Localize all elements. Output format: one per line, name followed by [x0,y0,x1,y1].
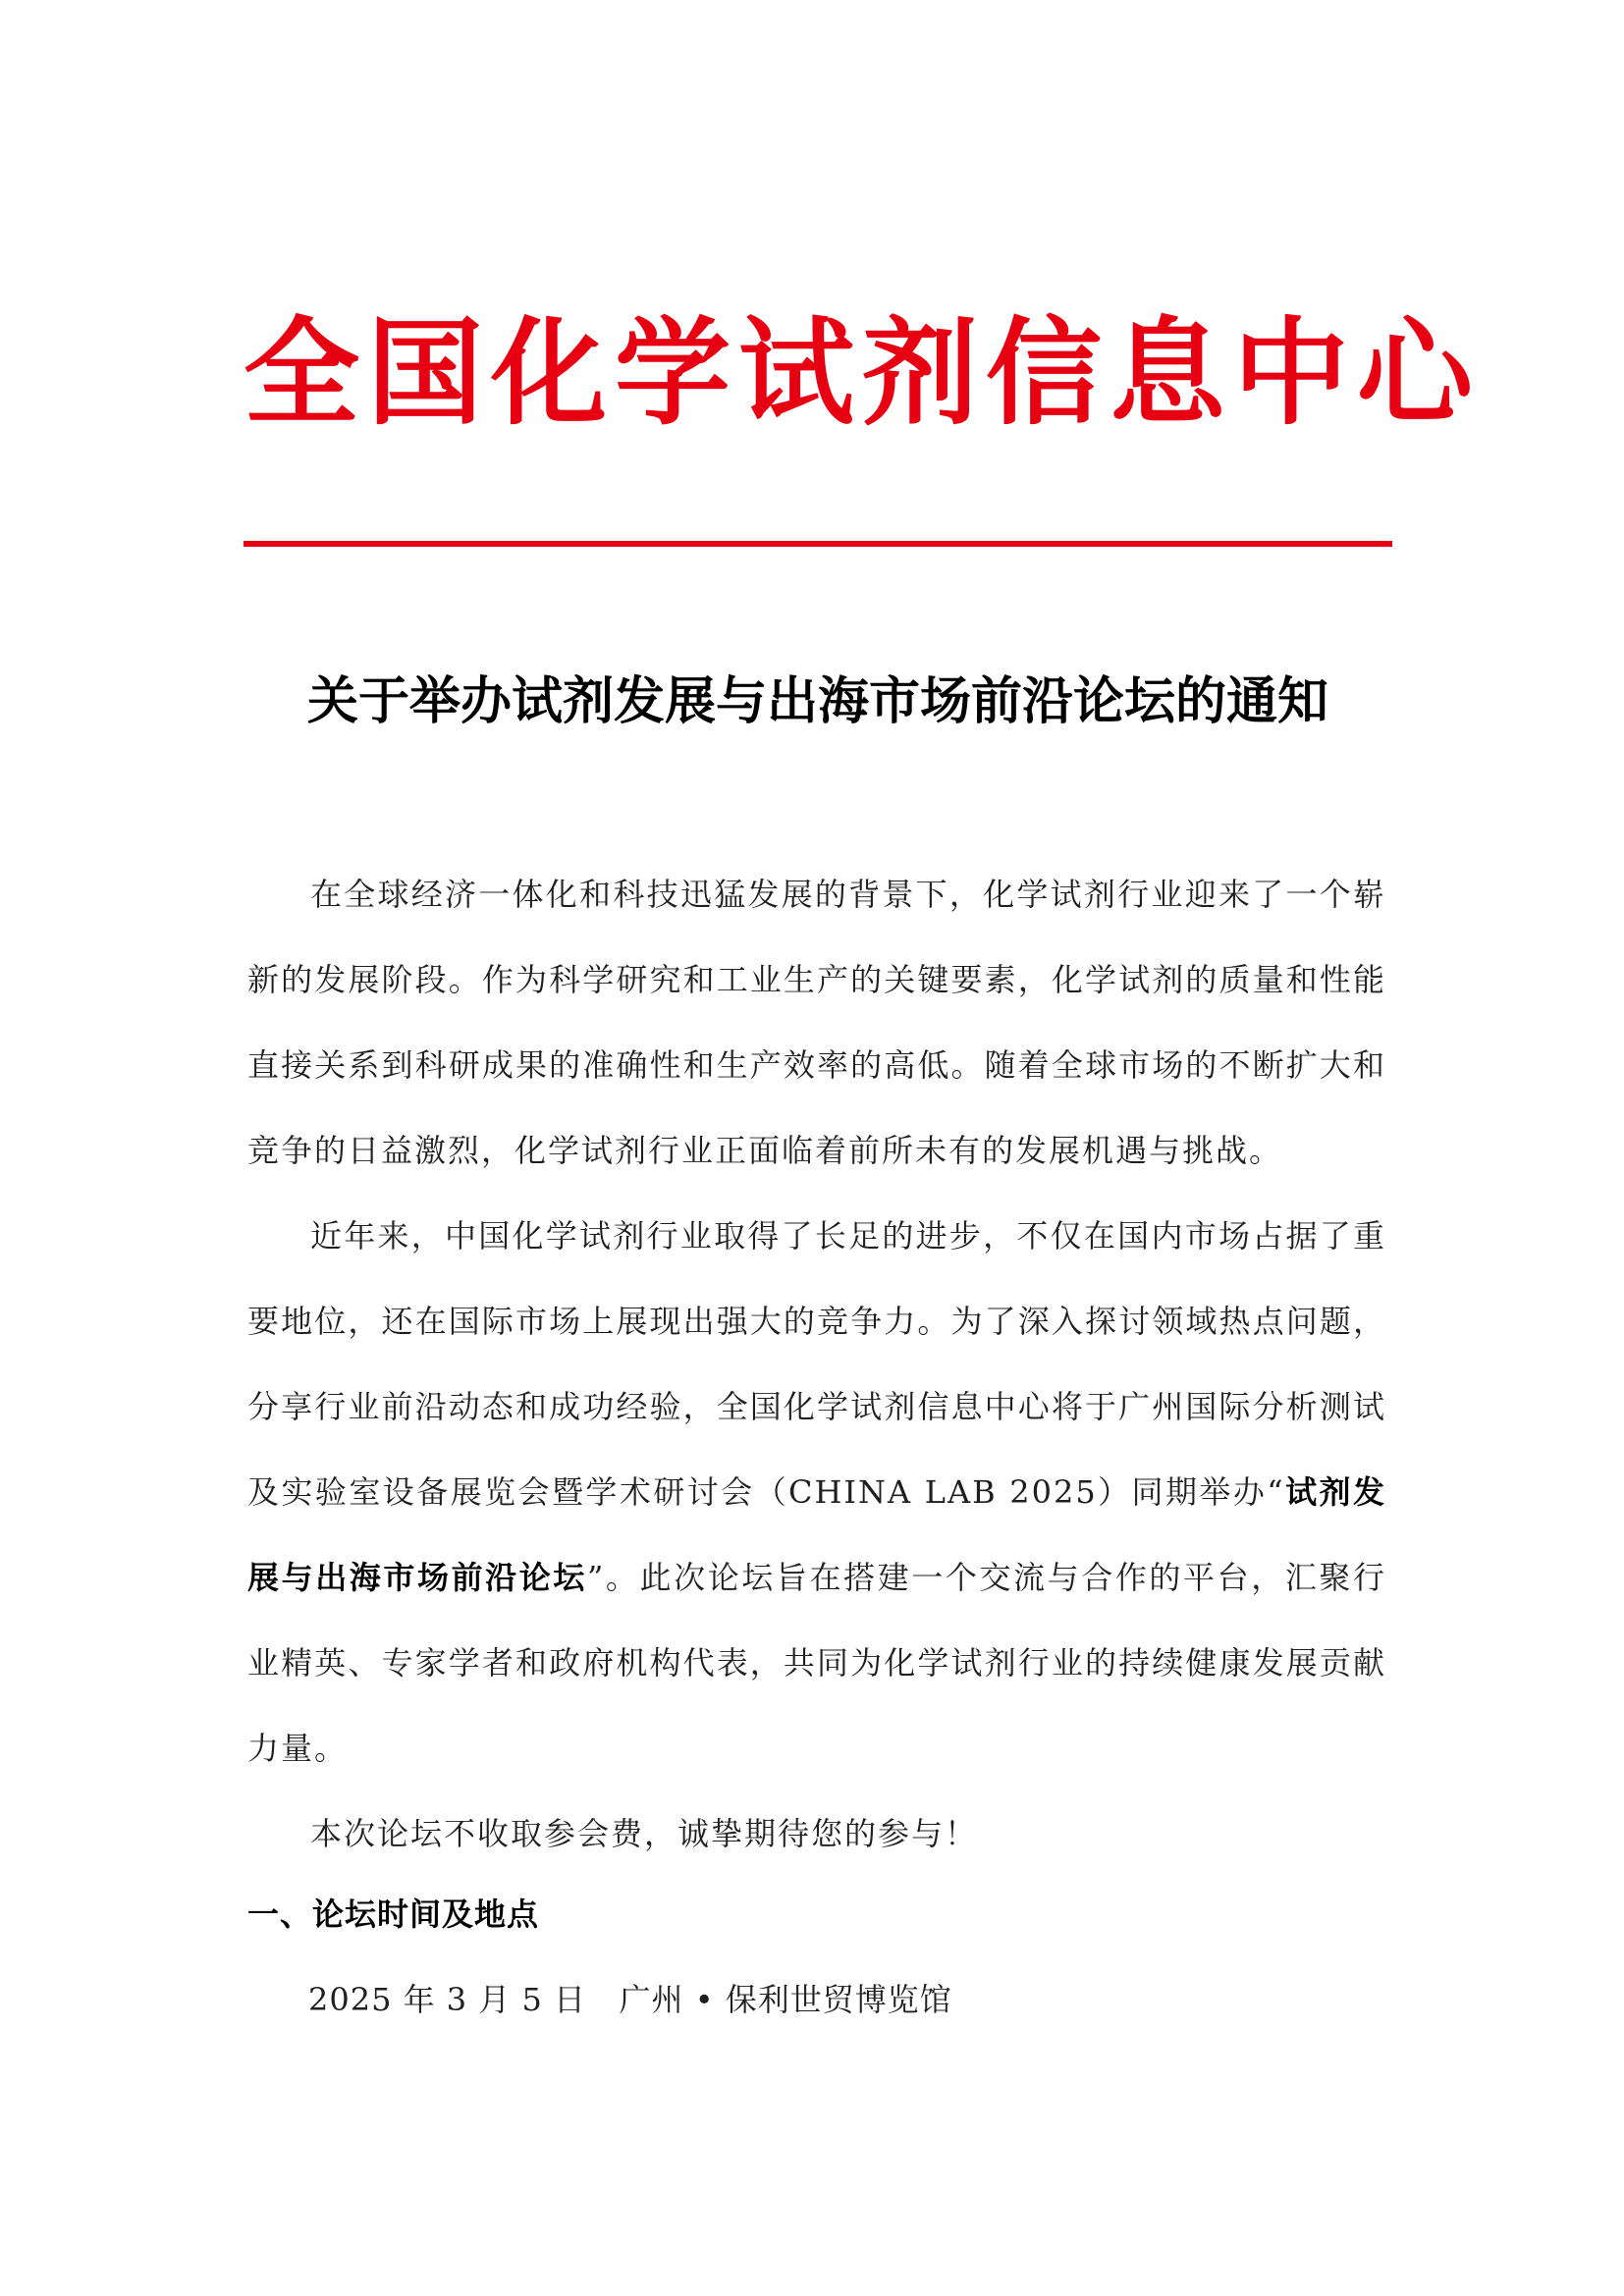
event-time-location [308,1970,952,2029]
paragraph-background: 在全球经济一体化和科技迅猛发展的背景下，化学试剂行业迎来了一个崭新的发展阶段。作为科学研究和工业生产的关键要素，化学试剂的质量和性能直接关系到科研成果的准确性和生产效率的高低。随着全球市场的不断扩大和竞争的日益激烈，化学试剂行业正面临着前所未有的发展机遇与挑战。 [247,876,1386,1169]
forum-name: 试剂发展与出海市场前沿论坛 [247,1473,1386,1596]
event-date: 2025 年 3 月 5 日 [308,1981,587,2018]
document-title: 关于举办试剂发展与出海市场前沿论坛的通知 [306,672,1328,731]
paragraph-forum-intro [247,1194,1386,1791]
paragraph-fee-notice: 本次论坛不收取参会费，诚挚期待您的参与！ [310,1815,979,1852]
organization-header: 全国化学试剂信息中心 [244,305,1482,441]
body-text [247,852,1386,1877]
section-heading-time-location: 一、论坛时间及地点 [247,1896,540,1933]
header-red-rule [244,541,1392,547]
event-location: 广州 • 保利世贸博览馆 [619,1981,952,2018]
paragraph-forum-intro-text-end: ”。此次论坛旨在搭建一个交流与合作的平台，汇聚行业精英、专家学者和政府机构代表，共同为化学试剂行业的持续健康发展贡献力量。 [247,1559,1386,1767]
paragraph-forum-intro-text: 近年来，中国化学试剂行业取得了长足的进步，不仅在国内市场占据了重要地位，还在国际市场上展现出强大的竞争力。为了深入探讨领域热点问题，分享行业前沿动态和成功经验，全国化学试剂信息中心将于广州国际分析测试及实验室设备展览会暨学术研讨会（CHINA LAB 2025）同期举办“ [247,1217,1386,1511]
